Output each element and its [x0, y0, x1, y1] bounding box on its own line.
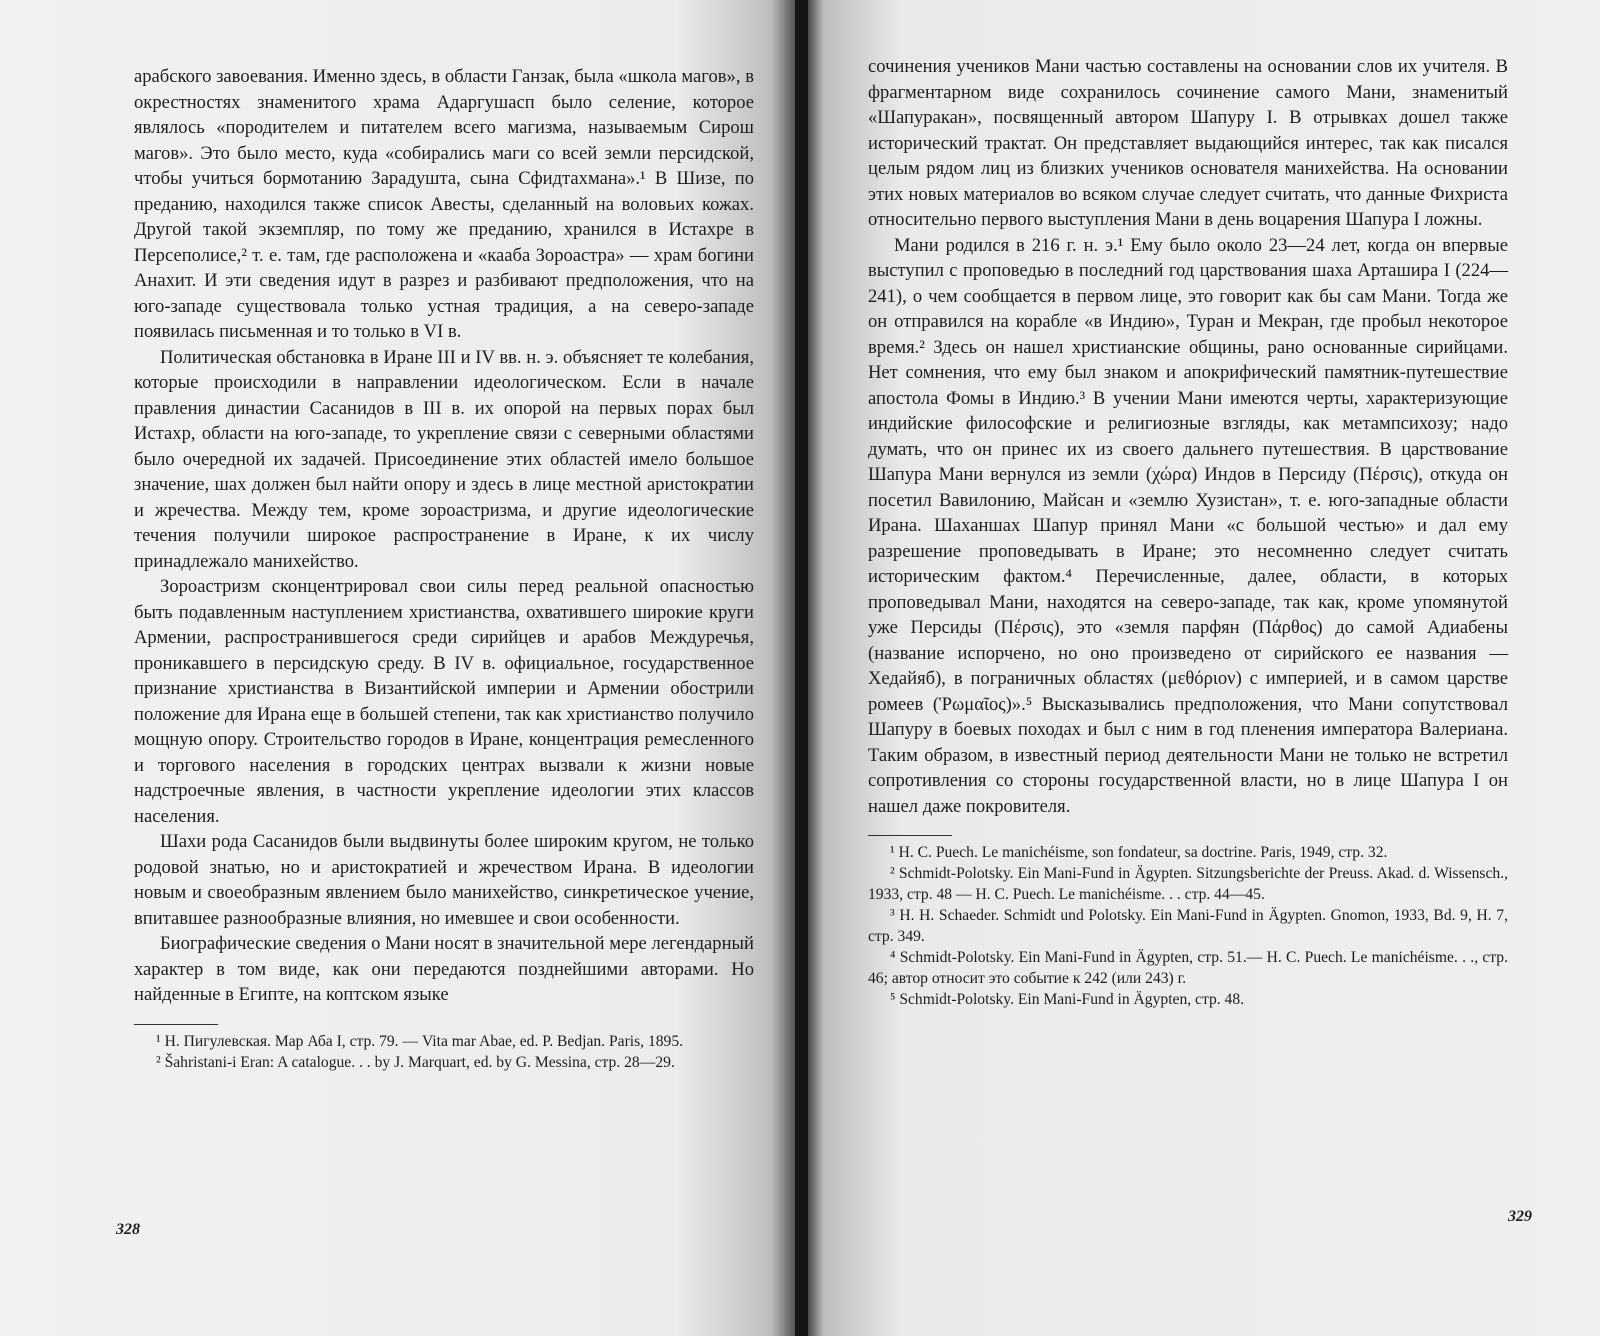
footnote-rule	[134, 1024, 218, 1025]
paragraph: Политическая обстановка в Иране III и IV вв. н. э. объясняет те колебания, которые происходили в направлении идеологическом. Если в начале правления династии Сасанидов в III в. их опорой на первых порах был Истахр, области на юго-западе, то укрепление связи с северными областями было очередной их задачей. Присоединение этих областей имело большое значение, шах должен был найти опору и здесь в лице местной аристократии и жречества. Между тем, кроме зороастризма, и другие идеологические течения получили широкое распространение в Иране, к их числу принадлежало манихейство.	[134, 346, 754, 572]
footnote-rule	[868, 835, 952, 836]
paragraph: Мани родился в 216 г. н. э.¹ Ему было около 23—24 лет, когда он впервые выступил с проповедью в последний год царствования шаха Арташира I (224—241), о чем сообщается в первом лице, это говорит как бы сам Мани. Тогда же он отправился на корабле «в Индию», Туран и Мекран, где пробыл некоторое время.² Здесь он нашел христианские общины, рано основанные сирийцами. Нет сомнения, что ему был знаком и апокрифический памятник-путешествие апостола Фомы в Индию.³ В учении Мани имеются черты, характеризующие индийские философские и религиозные взгляды, как метампсихозу; надо думать, что он принес их из своего дальнего путешествия. В царствование Шапура Мани вернулся из земли (χώρα) Индов в Персиду (Πέρσις), откуда он посетил Вавилонию, Майсан и «землю Хузистан», т. е. юго-западные области Ирана. Шаханшах Шапур принял Мани «с большой честью» и дал ему разрешение проповедывать в Иране; это несомненно следует считать историческим фактом.⁴ Перечисленные, далее, области, в которых проповедывал Мани, находятся на северо-западе, так как, кроме упомянутой уже Персиды (Πέρσις), это «земля парфян (Πάρθος) до самой Адиабены (название испорчено, но оно произведено от сирийского ее названия — Хедайяб), в пограничных областях (μεθόριον) с империей, и в самом царстве ромеев (Ῥωμαῖος)».⁵ Высказывались предположения, что Мани сопутствовал Шапуру в боевых походах и был с ним в год пленения императора Валериана. Таким образом, в известный период деятельности Мани не только не встретил сопротивления со стороны государственной власти, но в лице Шапура I он нашел даже покровителя.	[868, 234, 1508, 817]
footnote: ² Schmidt-Polotsky. Ein Mani-Fund in Ägypten. Sitzungsberichte der Preuss. Akad. d. Wissensch., 1933, стр. 48 — H. C. Puech. Le manichéisme. . . стр. 44—45.	[868, 865, 1508, 903]
footnote: ³ H. H. Schaeder. Schmidt und Polotsky. Ein Mani-Fund in Ägypten. Gnomon, 1933, Bd. 9, H. 7, стр. 349.	[868, 907, 1508, 945]
footnote: ¹ Н. Пигулевская. Мар Аба I, стр. 79. — Vita mar Abae, ed. P. Bedjan. Paris, 1895.	[156, 1032, 684, 1050]
page-number: 328	[116, 1221, 140, 1238]
paragraph: Зороастризм сконцентрировал свои силы перед реальной опасностью быть подавленным наступлением христианства, охватившего широкие круги Армении, распространившегося среди сирийцев и арабов Междуречья, проникавшего в персидскую среду. В IV в. официальное, государственное признание христианства в Византийской империи и Армении обострили положение для Ирана еще в большей степени, так как христианство получило мощную опору. Строительство городов в Иране, концентрация ремесленного и торгового населения в городских центрах вызвали к жизни новые надстроечные явления, в частности укрепление идеологии этих классов населения.	[134, 576, 754, 827]
footnote: ² Šahristani-i Eran: A catalogue. . . by J. Marquart, ed. by G. Messina, стр. 28—29.	[156, 1053, 675, 1071]
paragraph: Биографические сведения о Мани носят в значительной мере легендарный характер в том виде, как они передаются позднейшими авторами. Но найденные в Египте, на коптском языке	[134, 933, 754, 1005]
paragraph: Шахи рода Сасанидов были выдвинуты более широким кругом, не только родовой знатью, но и аристократией и жречеством Ирана. В идеологии новым и своеобразным явлением было манихейство, синкретическое учение, впитавшее разнообразные влияния, но имевшее и свои особенности.	[134, 831, 754, 929]
right-text-column	[868, 54, 1508, 1010]
page-number: 329	[1508, 1208, 1532, 1225]
right-page	[808, 0, 1600, 1336]
book-gutter	[795, 0, 808, 1336]
footnote: ⁵ Schmidt-Polotsky. Ein Mani-Fund in Ägypten, стр. 48.	[890, 991, 1245, 1008]
left-text-column	[134, 64, 754, 1073]
paragraph: арабского завоевания. Именно здесь, в области Ганзак, была «школа магов», в окрестностях знаменитого храма Адаргушасп было селение, которое являлось «породителем и питателем всего магизма, называемым Сирош магов». Это было место, куда «собирались маги со всей земли персидской, чтобы учиться бормотанию Зарадушта, сына Сфидтахмана».¹ В Шизе, по преданию, находился также список Авесты, сделанный на воловьих кожах. Другой такой экземпляр, по тому же преданию, хранился в Истахре в Персеполисе,² т. е. там, где расположена и «кааба Зороастра» — храм богини Анахит. И эти сведения идут в разрез и разбивают предположения, что на юго-западе существовала только устная традиция, а на северо-западе появилась письменная и то только в VI в.	[134, 66, 754, 342]
footnote: ¹ H. C. Puech. Le manichéisme, son fondateur, sa doctrine. Paris, 1949, стр. 32.	[890, 844, 1388, 861]
left-page	[0, 0, 795, 1336]
footnote: ⁴ Schmidt-Polotsky. Ein Mani-Fund in Ägypten, стр. 51.— H. C. Puech. Le manichéisme. . ., стр. 46; автор относит это событие к 242 (или 243) г.	[868, 949, 1508, 987]
paragraph: сочинения учеников Мани частью составлены на основании слов их учителя. В фрагментарном виде сохранилось сочинение самого Мани, знаменитый «Шапуракан», посвященный автором Шапуру I. В отрывках дошел также исторический трактат. Он представляет выдающийся интерес, так как писался целым рядом лиц из близких учеников основателя манихейства. На основании этих новых материалов во всяком случае следует считать, что данные Фихриста относительно первого выступления Мани в день воцарения Шапура I ложны.	[868, 56, 1508, 230]
